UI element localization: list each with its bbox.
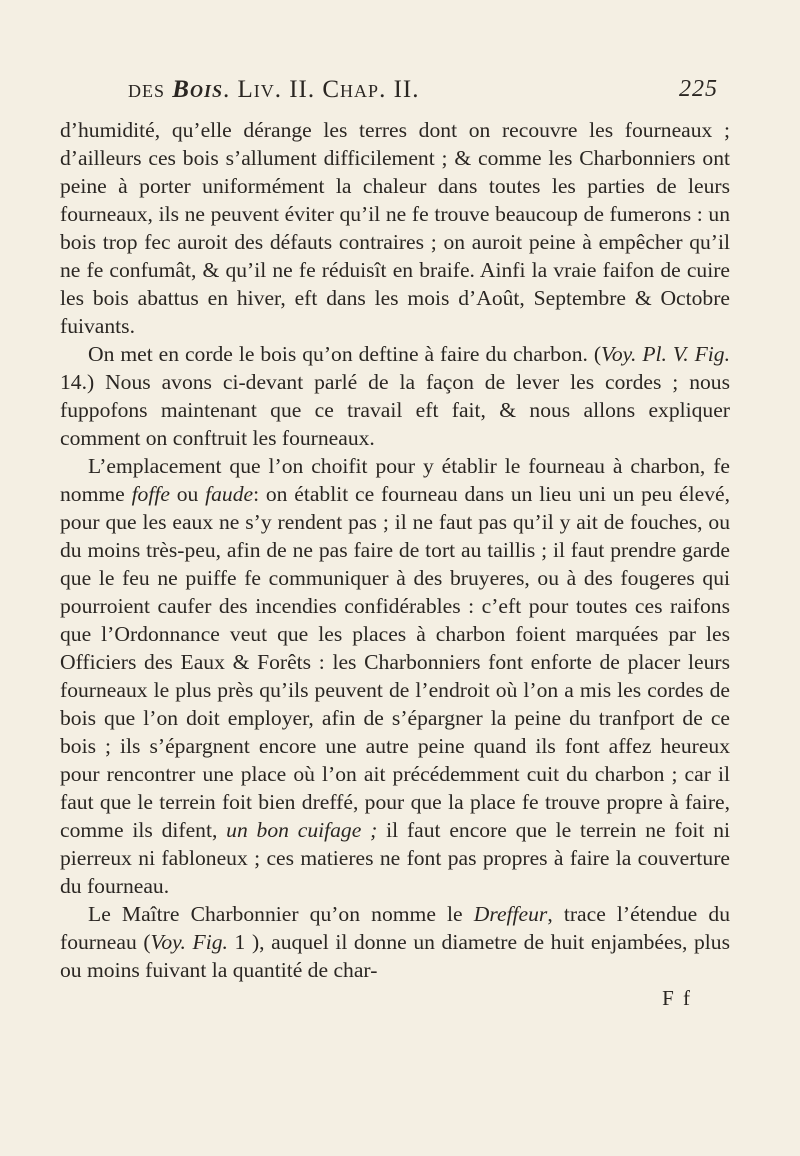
italic-text: Voy. Pl. V. Fig. — [601, 342, 730, 366]
italic-text: foffe — [131, 482, 170, 506]
italic-text: faude — [205, 482, 254, 506]
text-run: 1 ), auquel il donne un diametre de huit enjambées, plus ou moins fuivant la quantité de char- — [60, 930, 731, 982]
paragraph — [60, 900, 730, 984]
body-text — [60, 116, 730, 984]
italic-text: Dreffeur — [473, 902, 548, 926]
text-run: ou — [169, 482, 206, 506]
title-bold: Bois — [172, 76, 223, 103]
paragraph — [60, 116, 730, 340]
running-title — [128, 76, 419, 104]
text-run: 14.) Nous avons ci-devant parlé de la façon de lever les cordes ; nous fuppofons maintenant que ce travail eft fait, & nous allons expliquer comment on conftruit les fourneaux. — [60, 370, 730, 450]
text-run: il faut encore que le terrein ne foit ni pierreux ni fabloneux ; ces matieres ne font pas propres à faire la couverture du fourneau. — [60, 818, 730, 898]
text-run: , trace l’étendue du fourneau ( — [60, 902, 730, 954]
paragraph — [60, 452, 730, 900]
text-run: d’humidité, qu’elle dérange les terres dont on recouvre les fourneaux ; d’ailleurs ces bois s’allument difficilement ; & comme les Charbonniers ont peine à porter uniformément la chaleur dans toutes les parties de leurs fourneaux, ils ne peuvent éviter qu’il ne fe trouve beaucoup de fumerons : un bois trop fec auroit des défauts contraires ; on auroit peine à empêcher qu’il ne fe confumât, & qu’il ne fe réduisît en braife. Ainfi la vraie faifon de cuire les bois abattus en hiver, eft dans les mois d’Août, Septembre & Octobre fuivants. — [60, 118, 730, 338]
page-number: 225 — [679, 76, 718, 102]
text-run: : on établit ce fourneau dans un lieu uni un peu élevé, pour que les eaux ne s’y rendent pas ; il ne faut pas qu’il y ait de fouches, ou du moins très-peu, afin de ne pas faire de tort au taillis ; il faut prendre garde que le feu ne puiffe fe communiquer à des bruyeres, ou à des fougeres qui pourroient caufer des incendies confidérables : c’eft pour toutes ces raifons que l’Ordonnance veut que les places à charbon foient marquées par les Officiers des Eaux & Forêts : les Charbonniers font enforte de placer leurs fourneaux le plus près qu’ils peuvent de l’endroit où l’on a mis les cordes de bois que l’on doit employer, afin de s’épargner la peine du tranfport de ce bois ; ils s’épargnent encore une autre peine quand ils font affez heureux pour rencontrer une place où l’on ait précédemment cuit du charbon ; car il faut que le terrein foit bien dreffé, pour que la place fe trouve propre à faire, comme ils difent, — [60, 482, 731, 842]
running-head — [60, 76, 730, 116]
text-run: On met en corde le bois qu’on deftine à faire du charbon. ( — [88, 342, 602, 366]
italic-text: un bon cuifage ; — [226, 818, 378, 842]
title-pre: des — [128, 76, 166, 103]
text-run: Le Maître Charbonnier qu’on nomme le — [88, 902, 474, 926]
italic-text: Voy. Fig. — [150, 930, 228, 954]
text-run: L’emplacement que l’on choifit pour y établir le fourneau à charbon, fe nomme — [60, 454, 730, 506]
title-post: . Liv. II. Chap. II. — [222, 76, 420, 103]
catchword: F f — [662, 986, 692, 1010]
paragraph — [60, 340, 730, 452]
